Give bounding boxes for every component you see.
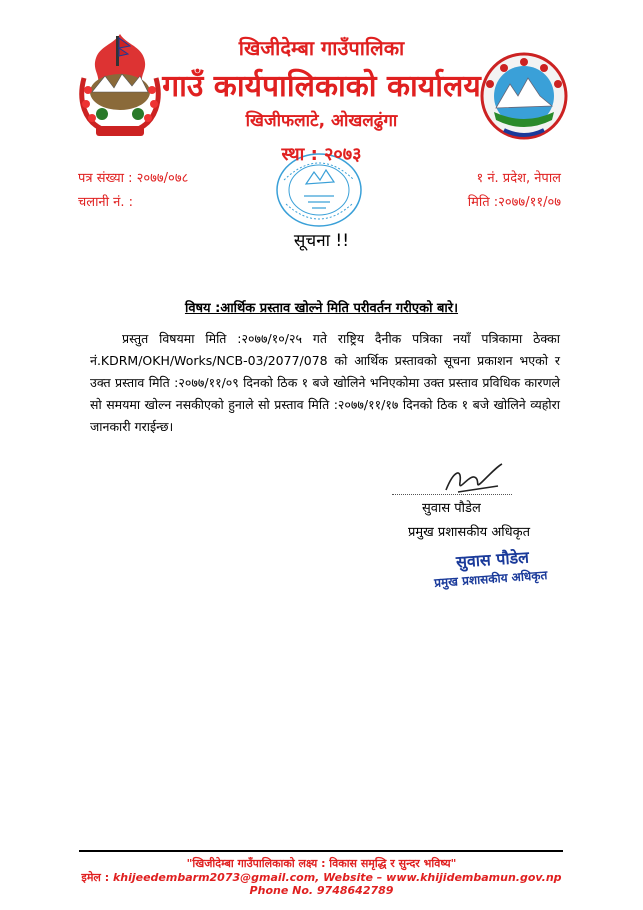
footer-contact	[0, 870, 643, 885]
signatory-title: प्रमुख प्रशासकीय अधिकृत	[408, 525, 531, 540]
reference-number: पत्र संख्या : २०७७/०७८	[78, 171, 189, 186]
website-label: , Website –	[315, 871, 383, 884]
established-year: स्था : २०७३	[281, 144, 362, 165]
dispatch-number: चलानी नं. :	[78, 195, 134, 210]
email-link[interactable]: khijeedembarm2073@gmail.com	[112, 871, 316, 884]
stamp-title: प्रमुख प्रशासकीय अधिकृत	[433, 568, 548, 590]
notice-body: प्रस्तुत विषयमा मिति :२०७७/१०/२५ गते राष्ट्रिय दैनीक पत्रिका नयाँ पत्रिकामा ठेक्का नं.KDRM/OKH/Works/NCB-03/2077/078 को आर्थिक प्रस्तावको सूचना प्रकाशन भएको र उक्त प्रस्ताव मिति :२०७७/११/०९ दिनको ठिक १ बजे खोलिने भनिएकोमा उक्त प्रस्ताव प्रविधिक कारणले सो समयमा खोल्न नसकीएको हुनाले सो प्रस्ताव मिति :२०७७/११/१७ दिनको ठिक १ बजे खोलिने व्यहोरा जानकारी गराईन्छ।	[90, 331, 560, 434]
letter-date: मिति :२०७७/११/०७	[467, 195, 561, 210]
email-label: इमेल :	[81, 871, 110, 884]
signature-line	[392, 494, 512, 495]
signatory-name: सुवास पौडेल	[422, 501, 481, 516]
footer-motto: "खिजीदेम्बा गाउँपालिकाको लक्ष्य : विकास समृद्धि र सुन्दर भविष्य"	[186, 857, 457, 870]
notice-title: सूचना !!	[293, 231, 350, 251]
office-address: खिजीफलाटे, ओखलढुंगा	[245, 111, 398, 131]
website-link[interactable]: www.khijidembamun.gov.np	[386, 871, 562, 884]
subject-text: विषय :आर्थिक प्रस्ताव खोल्ने मिति परीवर्तन गरीएको बारे।	[184, 301, 459, 316]
stamp-name: सुवास पौडेल	[455, 547, 530, 572]
subject-line	[0, 298, 643, 316]
municipality-name: खिजीदेम्बा गाउँपालिका	[238, 36, 405, 60]
office-name: गाउँ कार्यपालिकाको कार्यालय	[162, 69, 481, 104]
footer-divider	[79, 850, 563, 852]
province-label: १ नं. प्रदेश, नेपाल	[476, 171, 561, 186]
footer-phone: Phone No. 9748642789	[249, 884, 394, 897]
